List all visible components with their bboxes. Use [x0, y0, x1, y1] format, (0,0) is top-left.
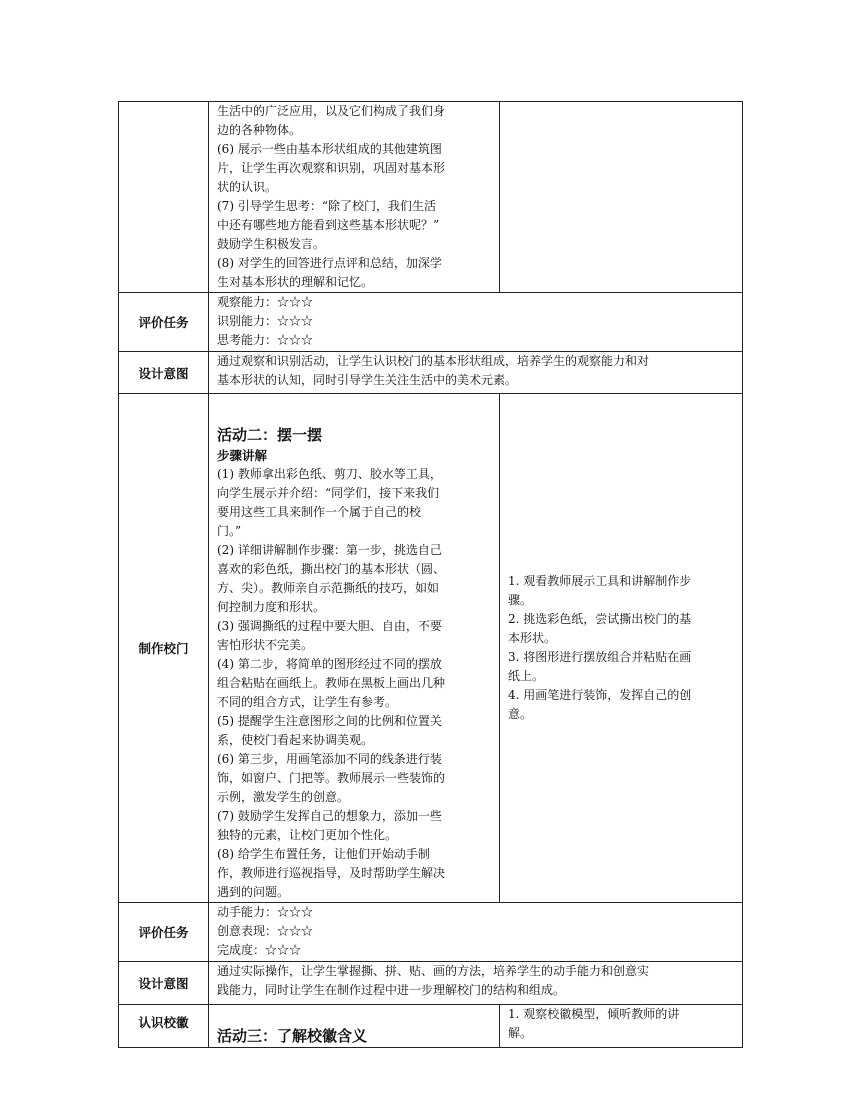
- step-line: (3) 强调撕纸的过程中要大胆、自由，不要: [217, 619, 442, 633]
- content-line: 生活中的广泛应用，以及它们构成了我们身: [217, 104, 446, 118]
- step-line: (6) 第三步，用画笔添加不同的线条进行装: [217, 752, 442, 766]
- content-line: 中还有哪些地方能看到这些基本形状呢？”: [217, 218, 440, 232]
- student-line: 1. 观察校徽模型，倾听教师的讲: [508, 1007, 680, 1021]
- step-line: 向学生展示并介绍：“同学们，接下来我们: [217, 486, 440, 500]
- section1-content-cell: [209, 102, 500, 293]
- make-row: [119, 394, 743, 903]
- step-line: (8) 给学生布置任务，让他们开始动手制: [217, 847, 430, 861]
- eval1-label: 评价任务: [119, 293, 209, 352]
- step-line: (5) 提醒学生注意图形之间的比例和位置关: [217, 714, 442, 728]
- step-line: 害怕形状不完美。: [217, 638, 314, 652]
- step-line: 作，教师进行巡视指导，及时帮助学生解决: [217, 866, 446, 880]
- intent2-row: [119, 962, 743, 1005]
- step-line: 喜欢的彩色纸，撕出校门的基本形状（圆、: [217, 562, 446, 576]
- step-line: 遇到的问题。: [217, 885, 290, 899]
- content-line: 状的认识。: [217, 180, 278, 194]
- student-line: 3. 将图形进行摆放组合并粘贴在画: [508, 650, 692, 664]
- step-line: (2) 详细讲解制作步骤：第一步，挑选自己: [217, 543, 442, 557]
- section1-row: [119, 102, 743, 293]
- intent1-content-cell: [209, 352, 743, 394]
- badge-row: [119, 1005, 743, 1048]
- student-line: 本形状。: [508, 631, 557, 645]
- step-line: 示例，激发学生的创意。: [217, 790, 350, 804]
- make-label: 制作校门: [119, 394, 209, 903]
- eval2-content-cell: [209, 903, 743, 962]
- steps-title: 步骤讲解: [217, 448, 268, 463]
- content-line: (8) 对学生的回答进行点评和总结，加深学: [217, 256, 442, 270]
- section1-label-cell: [119, 102, 209, 293]
- content-line: (7) 引导学生思考：“除了校门，我们生活: [217, 199, 436, 213]
- intent1-row: [119, 352, 743, 394]
- step-line: (1) 教师拿出彩色纸、剪刀、胶水等工具，: [217, 467, 442, 481]
- student-line: 2. 挑选彩色纸，尝试撕出校门的基: [508, 612, 692, 626]
- student-line: 骤。: [508, 593, 533, 607]
- activity-three-title: 活动三：了解校徽含义: [217, 1027, 368, 1045]
- student-line: 纸上。: [508, 669, 545, 683]
- student-line: 1. 观看教师展示工具和讲解制作步: [508, 574, 692, 588]
- section1-student-cell: [500, 102, 743, 293]
- content-line: 鼓励学生积极发言。: [217, 237, 326, 251]
- intent2-label: 设计意图: [119, 962, 209, 1005]
- step-line: 何控制力度和形状。: [217, 600, 326, 614]
- eval-line: 完成度：☆☆☆: [217, 943, 302, 957]
- eval-line: 创意表现：☆☆☆: [217, 924, 314, 938]
- step-line: 方、尖）。教师亲自示范撕纸的技巧，如如: [217, 581, 440, 595]
- eval2-label: 评价任务: [119, 903, 209, 962]
- eval-line: 观察能力：☆☆☆: [217, 295, 314, 309]
- student-line: 意。: [508, 707, 533, 721]
- intent2-content-cell: [209, 962, 743, 1005]
- eval2-row: [119, 903, 743, 962]
- eval-line: 识别能力：☆☆☆: [217, 314, 314, 328]
- make-student-cell: [500, 394, 743, 903]
- lesson-plan-table: [118, 101, 743, 1048]
- eval1-content-cell: [209, 293, 743, 352]
- step-line: (7) 鼓励学生发挥自己的想象力，添加一些: [217, 809, 442, 823]
- badge-label: 认识校徽: [119, 1005, 209, 1048]
- student-line: 4. 用画笔进行装饰，发挥自己的创: [508, 688, 692, 702]
- intent-line: 通过观察和识别活动，让学生认识校门的基本形状组成，培养学生的观察能力和对: [217, 354, 650, 368]
- step-line: (4) 第二步，将简单的图形经过不同的摆放: [217, 657, 442, 671]
- badge-student-cell: [500, 1005, 743, 1048]
- intent-line: 基本形状的认知，同时引导学生关注生活中的美术元素。: [217, 373, 518, 387]
- intent-line: 践能力，同时让学生在制作过程中进一步理解校门的结构和组成。: [217, 983, 566, 997]
- eval-line: 思考能力：☆☆☆: [217, 333, 314, 347]
- eval-line: 动手能力：☆☆☆: [217, 905, 314, 919]
- badge-content-cell: [209, 1005, 500, 1048]
- step-line: 饰，如窗户、门把等。教师展示一些装饰的: [217, 771, 446, 785]
- step-line: 要用这些工具来制作一个属于自己的校: [217, 505, 422, 519]
- step-line: 系，使校门看起来协调美观。: [217, 733, 374, 747]
- eval1-row: [119, 293, 743, 352]
- intent-line: 通过实际操作，让学生掌握撕、拼、贴、画的方法，培养学生的动手能力和创意实: [217, 964, 650, 978]
- step-line: 独特的元素，让校门更加个性化。: [217, 828, 398, 842]
- make-content-cell: [209, 394, 500, 903]
- student-line: 解。: [508, 1026, 533, 1040]
- step-line: 组合粘贴在画纸上。教师在黑板上画出几种: [217, 676, 446, 690]
- content-line: 生对基本形状的理解和记忆。: [217, 275, 374, 289]
- step-line: 不同的组合方式，让学生有参考。: [217, 695, 398, 709]
- content-line: 片，让学生再次观察和识别，巩固对基本形: [217, 161, 446, 175]
- content-line: (6) 展示一些由基本形状组成的其他建筑图: [217, 142, 442, 156]
- activity-two-title: 活动二：摆一摆: [217, 426, 323, 444]
- intent1-label: 设计意图: [119, 352, 209, 394]
- content-line: 边的各种物体。: [217, 123, 302, 137]
- step-line: 门。”: [217, 524, 242, 538]
